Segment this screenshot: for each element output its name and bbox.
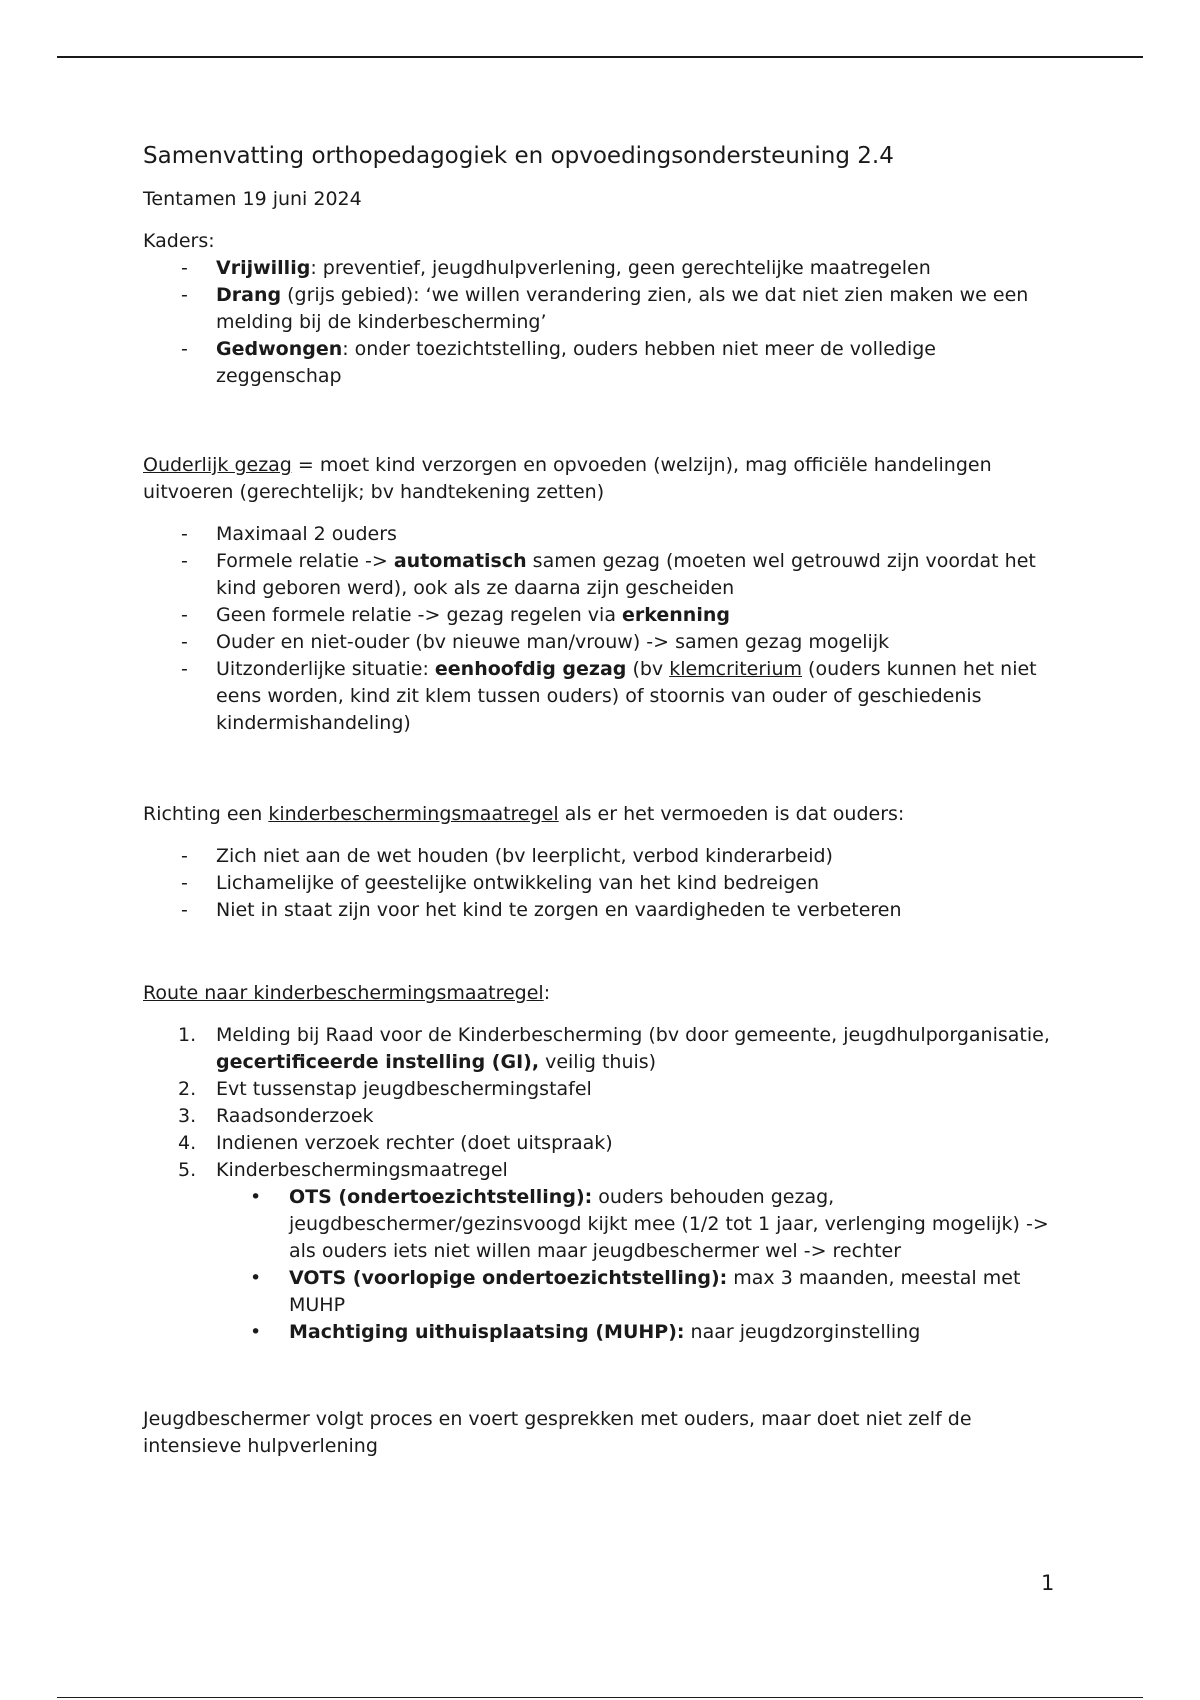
list-item: 5. Kinderbeschermingsmaatregel • OTS (ondertoezichtstelling): ouders behouden gezag, jeugdbeschermer/gezinsvoogd kijkt mee (1/2 tot 1 jaar, verlenging mogelijk) -> als ouders iets niet willen maar jeugdbeschermer wel -> rechter • VOTS (voorlopige ondertoezichtstelling): max 3 maanden, meestal met MUHP • Machtiging uithuisplaatsing (MUHP): naar jeugdzorginstelling [143, 1157, 1063, 1346]
list-item: - Niet in staat zijn voor het kind te zorgen en vaardigheden te verbeteren [143, 897, 1063, 924]
measures-list [216, 1184, 1063, 1346]
list-item: • Machtiging uithuisplaatsing (MUHP): naar jeugdzorginstelling [216, 1319, 1063, 1346]
list-item: - Geen formele relatie -> gezag regelen via erkenning [143, 602, 1063, 629]
parental-authority-list [143, 521, 1063, 737]
list-item: - Ouder en niet-ouder (bv nieuwe man/vrouw) -> samen gezag mogelijk [143, 629, 1063, 656]
list-item: - Lichamelijke of geestelijke ontwikkeling van het kind bedreigen [143, 870, 1063, 897]
dash-marker: - [181, 257, 188, 279]
list-item: - Uitzonderlijke situatie: eenhoofdig gezag (bv klemcriterium (ouders kunnen het niet eens worden, kind zit klem tussen ouders) of stoornis van ouder of geschiedenis kindermishandeling) [181, 658, 1037, 734]
parental-authority-definition: Ouderlijk gezag = moet kind verzorgen en opvoeden (welzijn), mag officiële handelingen uitvoeren (gerechtelijk; bv handtekening zetten) [143, 454, 992, 503]
list-item: 4. Indienen verzoek rechter (doet uitspraak) [143, 1130, 1063, 1157]
step-number: 2. [178, 1078, 197, 1100]
dash-marker: - [181, 658, 188, 680]
list-item: - Gedwongen: onder toezichtstelling, ouders hebben niet meer de volledige zeggenschap [181, 338, 936, 387]
step-number: 1. [178, 1024, 197, 1046]
document-body [143, 140, 1063, 1460]
list-item: • OTS (ondertoezichtstelling): ouders behouden gezag, jeugdbeschermer/gezinsvoogd kijkt mee (1/2 tot 1 jaar, verlenging mogelijk) -> als ouders iets niet willen maar jeugdbeschermer wel -> rechter [250, 1186, 1049, 1262]
dash-marker: - [181, 631, 188, 653]
dash-marker: - [181, 604, 188, 626]
bullet-marker: • [250, 1186, 262, 1208]
list-item: - Drang (grijs gebied): ‘we willen verandering zien, als we dat niet zien maken we een melding bij de kinderbescherming’ [181, 284, 1029, 333]
list-item: - Vrijwillig: preventief, jeugdhulpverlening, geen gerechtelijke maatregelen [143, 255, 1063, 282]
child-protection-intro: Richting een kinderbeschermingsmaatregel als er het vermoeden is dat ouders: [143, 803, 905, 825]
child-protection-list [143, 843, 1063, 924]
bullet-marker: • [250, 1321, 262, 1343]
dash-marker: - [181, 872, 188, 894]
dash-marker: - [181, 338, 188, 360]
list-item: 3. Raadsonderzoek [143, 1103, 1063, 1130]
document-title: Samenvatting orthopedagogiek en opvoedingsondersteuning 2.4 [143, 143, 894, 169]
list-item: - Maximaal 2 ouders [143, 521, 1063, 548]
closing-paragraph: Jeugdbeschermer volgt proces en voert gesprekken met ouders, maar doet niet zelf de intensieve hulpverlening [143, 1408, 972, 1457]
dash-marker: - [181, 523, 188, 545]
bullet-marker: • [250, 1267, 262, 1289]
list-item: • VOTS (voorlopige ondertoezichtstelling): max 3 maanden, meestal met MUHP [250, 1267, 1021, 1316]
frameworks-heading: Kaders: [143, 230, 215, 252]
exam-date: Tentamen 19 juni 2024 [143, 188, 362, 210]
list-item: - Zich niet aan de wet houden (bv leerplicht, verbod kinderarbeid) [143, 843, 1063, 870]
route-heading: Route naar kinderbeschermingsmaatregel: [143, 982, 551, 1004]
list-item: 1. Melding bij Raad voor de Kinderbescherming (bv door gemeente, jeugdhulporganisatie, gecertificeerde instelling (GI), veilig thuis) [178, 1024, 1050, 1073]
dash-marker: - [181, 899, 188, 921]
frameworks-list [143, 255, 1063, 390]
dash-marker: - [181, 550, 188, 572]
page-number: 1 [1041, 1571, 1055, 1595]
list-item: - Formele relatie -> automatisch samen gezag (moeten wel getrouwd zijn voordat het kind geboren werd), ook als ze daarna zijn gescheiden [181, 550, 1036, 599]
route-steps [143, 1022, 1063, 1346]
step-number: 5. [178, 1159, 197, 1181]
list-item: 2. Evt tussenstap jeugdbeschermingstafel [143, 1076, 1063, 1103]
dash-marker: - [181, 284, 188, 306]
footer-rule [57, 1697, 1143, 1698]
dash-marker: - [181, 845, 188, 867]
step-number: 4. [178, 1132, 197, 1154]
step-number: 3. [178, 1105, 197, 1127]
header-rule [57, 56, 1143, 58]
